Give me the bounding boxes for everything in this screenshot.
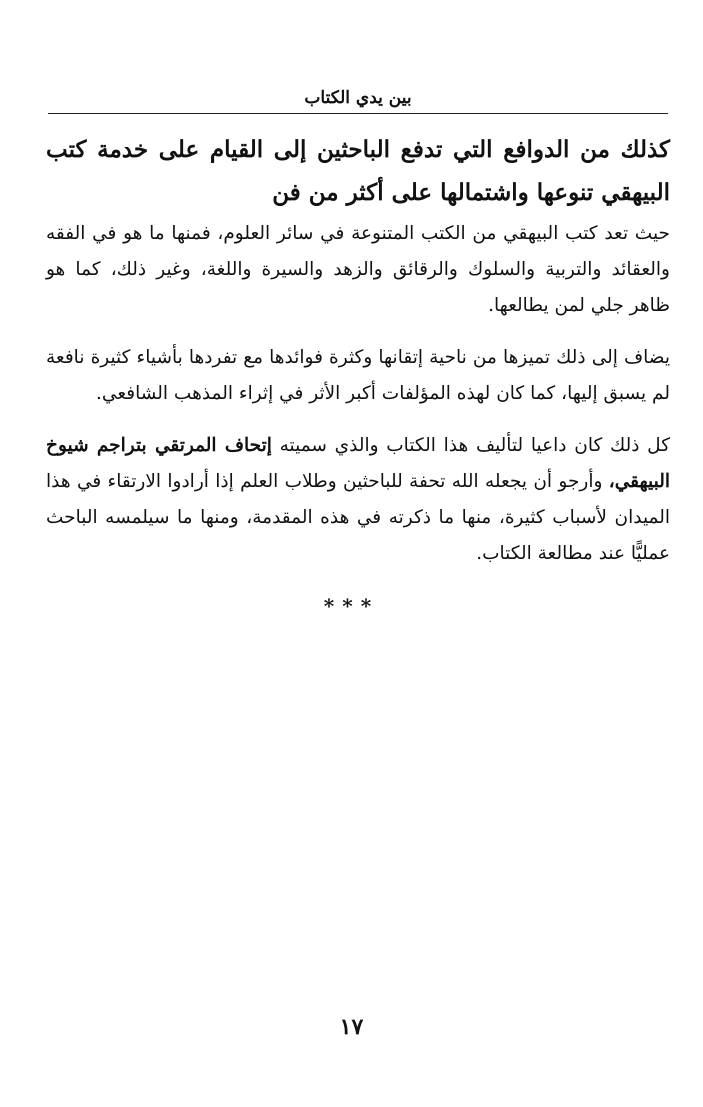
page-number: ١٧ <box>339 1014 364 1040</box>
header-rule <box>48 113 668 114</box>
book-title: إتحاف المرتقي بتراجم شيوخ البيهقي، <box>46 435 670 492</box>
running-header: بين يدي الكتاب <box>304 88 412 108</box>
paragraph-3 <box>46 428 703 572</box>
paragraph-1: حيث تعد كتب البيهقي من الكتب المتنوعة في سائر العلوم، فمنها ما هو في الفقه والعقائد والتربية والسلوك والرقائق والزهد والسيرة واللغة، وغير ذلك، كما هو ظاهر جلي لمن يطالعها. <box>46 223 670 316</box>
section-heading: كذلك من الدوافع التي تدفع الباحثين إلى القيام على خدمة كتب البيهقي تنوعها واشتمالها على أكثر من فن <box>46 136 670 206</box>
paragraph-2: يضاف إلى ذلك تميزها من ناحية إتقانها وكثرة فوائدها مع تفردها بأشياء كثيرة نافعة لم يسبق إليها، كما كان لهذه المؤلفات أكبر الأثر في إثراء المذهب الشافعي. <box>46 347 670 404</box>
section-separator: *** <box>323 594 380 618</box>
paragraph-3-rest: وأرجو أن يجعله الله تحفة للباحثين وطلاب العلم إذا أرادوا الارتقاء في هذا الميدان لأسباب كثيرة، منها ما ذكرته في هذه المقدمة، ومنها ما سيلمسه الباحث عمليًّا عند مطالعة الكتاب. <box>46 471 670 564</box>
paragraph-3-intro: كل ذلك كان داعيا لتأليف هذا الكتاب والذي سميته <box>279 435 670 456</box>
